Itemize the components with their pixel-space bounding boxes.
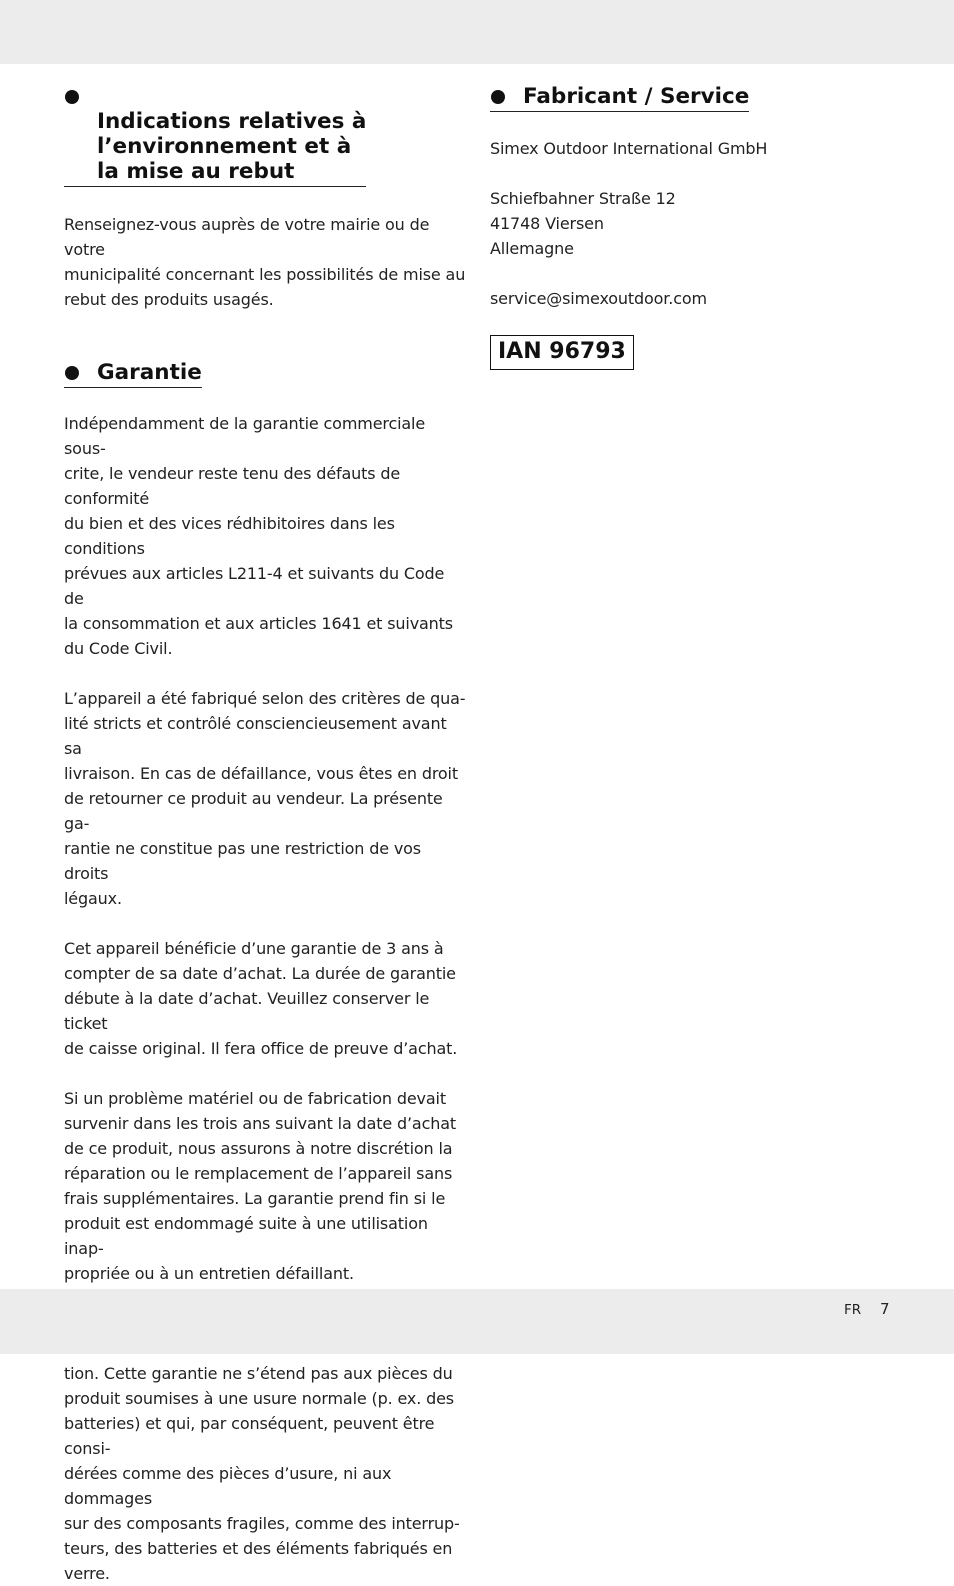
- warranty-paragraph: Si un problème matériel ou de fabrication devait survenir dans les trois ans suivant la date d’achat de ce produit, nous assurons à notre discrétion la réparation ou le remplacement de l’appareil sans frais supplémentaires. La garantie prend fin si le produit est endommagé suite à une utilisation inap- propriée ou à un entretien défaillant.: [64, 1089, 456, 1283]
- bullet-icon: [65, 90, 79, 104]
- warranty-paragraph: L’appareil a été fabriqué selon des critères de qua- lité stricts et contrôlé consciencieusement avant sa livraison. En cas de défaillance, vous êtes en droit de retourner ce produit au vendeur. La présente ga- rantie ne constitue pas une restriction de vos droits légaux.: [64, 689, 466, 908]
- manufacturer-heading-text: Fabricant / Service: [523, 84, 750, 109]
- footer-page-number: 7: [880, 1300, 890, 1318]
- company-name: Simex Outdoor International GmbH: [490, 139, 768, 158]
- footer-band: [0, 1289, 954, 1354]
- environment-heading: [64, 84, 366, 187]
- service-email: service@simexoutdoor.com: [490, 289, 707, 308]
- environment-heading-text: Indications relatives à l’environnement et à la mise au rebut: [97, 109, 367, 184]
- warranty-paragraph: tion. Cette garantie ne s’étend pas aux pièces du produit soumises à une usure normale (p. ex. des batteries) et qui, par conséquent, peuvent être consi- dérées comme des pièces d’usure, ni aux dommages sur des composants fragiles, comme des interrup- teurs, des batteries et des éléments fabriqués en verre.: [64, 1364, 460, 1583]
- warranty-heading: [64, 360, 202, 388]
- bullet-icon: [491, 90, 505, 104]
- left-column: [64, 84, 468, 1586]
- manufacturer-heading: [490, 84, 749, 112]
- header-band: [0, 0, 954, 64]
- bullet-icon: [65, 366, 79, 380]
- environment-text: Renseignez-vous auprès de votre mairie ou de votre municipalité concernant les possibilités de mise au rebut des produits usagés.: [64, 215, 466, 309]
- ian-number: IAN 96793: [490, 335, 634, 370]
- warranty-heading-text: Garantie: [97, 360, 202, 385]
- warranty-paragraph: Indépendamment de la garantie commerciale sous- crite, le vendeur reste tenu des défauts de conformité du bien et des vices rédhibitoires dans les conditions prévues aux articles L211-4 et suivants du Code de la consommation et aux articles 1641 et suivants du Code Civil.: [64, 414, 453, 658]
- ian-box: [490, 335, 910, 370]
- company-address: Schiefbahner Straße 12 41748 Viersen Allemagne: [490, 189, 676, 258]
- warranty-paragraph: Cet appareil bénéficie d’une garantie de 3 ans à compter de sa date d’achat. La durée de garantie débute à la date d’achat. Veuillez conserver le ticket de caisse original. Il fera office de preuve d’achat.: [64, 939, 458, 1058]
- footer-language: FR: [844, 1302, 862, 1318]
- right-column: [490, 84, 910, 370]
